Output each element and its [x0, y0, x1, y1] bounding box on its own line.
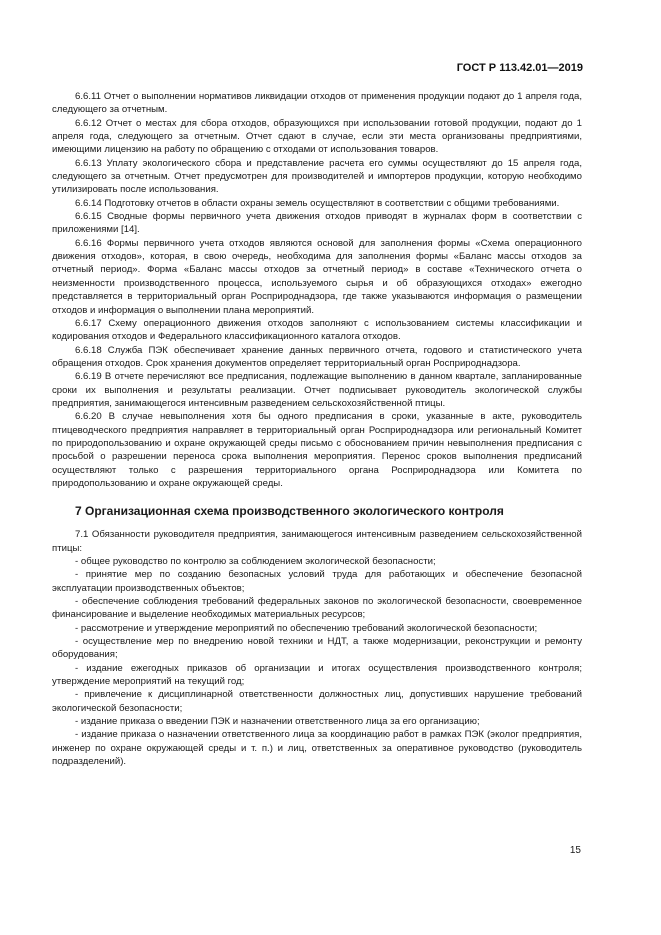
list-item: - издание ежегодных приказов об организации и итогах осуществления производственного контроля; утверждение мероприятий на текущий год; — [52, 662, 582, 688]
list-item: - общее руководство по контролю за соблюдением экологической безопасности; — [75, 556, 436, 567]
list-item: - издание приказа о назначении ответственного лица за координацию работ в рамках ПЭК (эколог предприятия, инженер по охране окружающей среды и т. п.) и лиц, ответственных за оперативное руководство (руководитель подразделений). — [52, 729, 582, 768]
paragraph-6-6-19: 6.6.19 В отчете перечисляют все предписания, подлежащие выполнению в данном квартале, запланированные сроки их выполнения и результаты реализации. Отчет подписывает руководитель экологической службы предприятия, занимающегося интенсивным разведением сельскохозяйственной птицы. — [52, 371, 582, 409]
page-number: 15 — [569, 845, 581, 856]
list-item: - рассмотрение и утверждение мероприятий по обеспечению требований экологической безопасности; — [75, 622, 538, 634]
list-item: - привлечение к дисциплинарной ответственности должностных лиц, допустивших нарушение требований экологической безопасности; — [52, 689, 582, 714]
paragraph-6-6-18: 6.6.18 Служба ПЭК обеспечивает хранение данных первичного отчета, годового и статистического учета обращения отходов. Срок хранения документов определяет территориальный орган Росприроднадзора. — [52, 344, 582, 369]
paragraph-6-6-20: 6.6.20 В случае невыполнения хотя бы одного предписания в сроки, указанные в акте, руководитель птицеводческого предприятия направляет в территориальный орган Росприроднадзора или региональный Комитет по природопользованию и охране окружающей среды письмо с обоснованием причин невыполнения предписания с просьбой о разрешении переноса срока выполнения мероприятия. Перенос сроков выполнения предписаний осуществляют только с разрешения территориального органа Росприроднадзора или Комитета по природопользованию и охране окружающей среды. — [52, 411, 582, 489]
paragraph-6-6-15: 6.6.15 Сводные формы первичного учета движения отходов приводят в журналах форм в соответствии с приложениями [14]. — [52, 211, 582, 236]
standard-header: ГОСТ Р 113.42.01—2019 — [456, 62, 583, 74]
list-item: - издание приказа о введении ПЭК и назначении ответственного лица за его организацию; — [75, 716, 480, 728]
paragraph-6-6-17: 6.6.17 Схему операционного движения отходов заполняют с использованием системы классификации и кодирования отходов и Федерального классификационного каталога отходов. — [52, 317, 582, 343]
paragraph-6-6-12: 6.6.12 Отчет о местах для сбора отходов, образующихся при использовании готовой продукции, подают до 1 апреля года, следующего за отчетным. Отчет сдают в случае, если эти места организованы предприятиями, имеющими лицензию на работу по обращению с отходами от использования товаров. — [52, 117, 582, 156]
list-item: - обеспечение соблюдения требований федеральных законов по экологической безопасности, своевременное финансирование и выделение необходимых материальных ресурсов; — [52, 596, 582, 621]
paragraph-6-6-16: 6.6.16 Формы первичного учета отходов являются основой для заполнения формы «Схема операционного движения отходов», которая, в свою очередь, необходима для заполнения формы «Баланс массы отходов за отчетный период». Форма «Баланс массы отходов за отчетный период» в составе «Технического отчета о неизменности производственного процесса, используемого сырья и об образующихся отходах» ежегодно представляется в территориальный орган Росприроднадзора, где также указываются информация о размещении отходов и информация о выполнении плана мероприятий. — [52, 237, 582, 316]
section-heading: 7 Организационная схема производственного экологического контроля — [75, 504, 504, 519]
paragraph-6-6-11: 6.6.11 Отчет о выполнении нормативов ликвидации отходов от применения продукции подают до 1 апреля года, следующего за отчетным. — [52, 91, 582, 116]
paragraph-6-6-13: 6.6.13 Уплату экологического сбора и представление расчета его суммы осуществляют до 15 апреля года, следующего за отчетным. Отчет предусмотрен для производителей и импортеров продукции, которую необходимо утилизировать после использования. — [52, 157, 582, 196]
paragraph-6-6-14: 6.6.14 Подготовку отчетов в области охраны земель осуществляют в соответствии с общими требованиями. — [75, 197, 560, 209]
section-intro: 7.1 Обязанности руководителя предприятия, занимающегося интенсивным разведением сельскохозяйственной птицы: — [52, 529, 582, 554]
document-body — [52, 90, 582, 769]
list-item: - осуществление мер по внедрению новой техники и НДТ, а также модернизации, реконструкции и ремонту оборудования; — [52, 636, 582, 661]
list-item: - принятие мер по созданию безопасных условий труда для работающих и обеспечение безопасной эксплуатации производственных объектов; — [52, 569, 582, 594]
